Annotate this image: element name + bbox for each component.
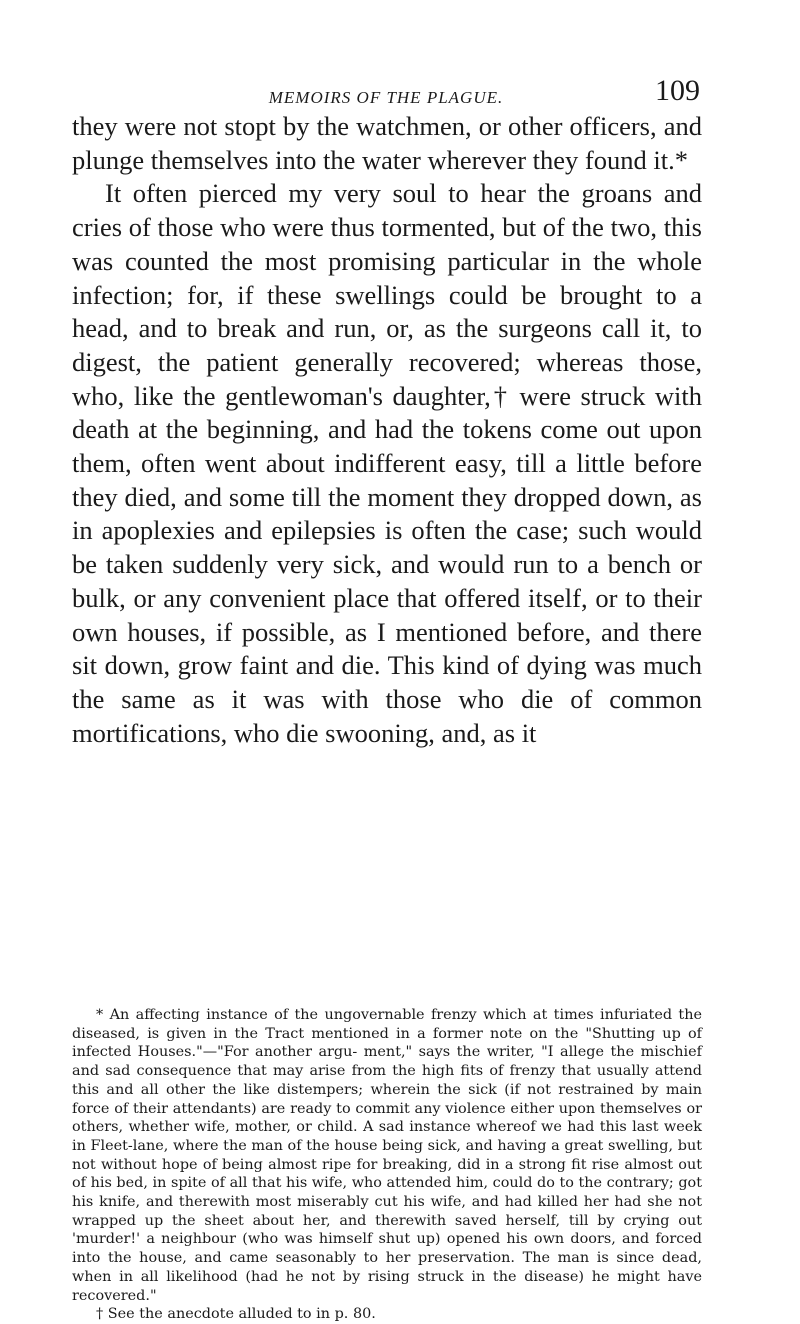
paragraph: It often pierced my very soul to hear the groans and cries of those who were thus tormented, but of the two, this was counted the most promising particular in the whole infection; for, if these swellings could be brought to a head, and to break and run, or, as the surgeons call it, to digest, the patient generally recovered; whereas those, who, like the gentlewoman's daughter,† were struck with death at the beginning, and had the tokens come out upon them, often went about indifferent easy, till a little before they died, and some till the moment they dropped down, as in apoplexies and epilepsies is often the case; such would be taken suddenly very sick, and would run to a bench or bulk, or any convenient place that offered itself, or to their own houses, if possible, as I mentioned before, and there sit down, grow faint and die. This kind of dying was much the same as it was with those who die of common mortifications, who die swooning, and, as it	[72, 178, 702, 748]
page-header	[72, 74, 700, 114]
footnotes	[72, 1006, 702, 1324]
running-title: MEMOIRS OF THE PLAGUE.	[268, 88, 504, 107]
body-text	[72, 110, 702, 750]
paragraph: they were not stopt by the watchmen, or other officers, and plunge themselves into the water wherever they found it.*	[72, 111, 702, 175]
page-number: 109	[655, 74, 700, 107]
footnote: † See the anecdote alluded to in p. 80.	[96, 1306, 376, 1323]
footnote: * An affecting instance of the ungovernable frenzy which at times infuriated the diseased, is given in the Tract mentioned in a former note on the "Shutting up of infected Houses."—"For another argu- ment," says the writer, "I allege the mischief and sad consequence that may arise from the high fits of frenzy that usually attend this and all other the like distempers; wherein the sick (if not restrained by main force of their attendants) are ready to commit any violence either upon themselves or others, whether wife, mother, or child. A sad instance whereof we had this last week in Fleet-lane, where the man of the house being sick, and having a great swelling, but not without hope of being almost ripe for breaking, did in a strong fit rise almost out of his bed, in spite of all that his wife, who attended him, could do to the contrary; got his knife, and therewith most miserably cut his wife, and had killed her had she not wrapped up the sheet about her, and therewith saved herself, till by crying out 'murder!' a neighbour (who was himself shut up) opened his own doors, and forced into the house, and came seasonably to her preservation. The man is since dead, when in all likelihood (had he not by rising struck in the disease) he might have recovered."	[72, 1007, 702, 1304]
